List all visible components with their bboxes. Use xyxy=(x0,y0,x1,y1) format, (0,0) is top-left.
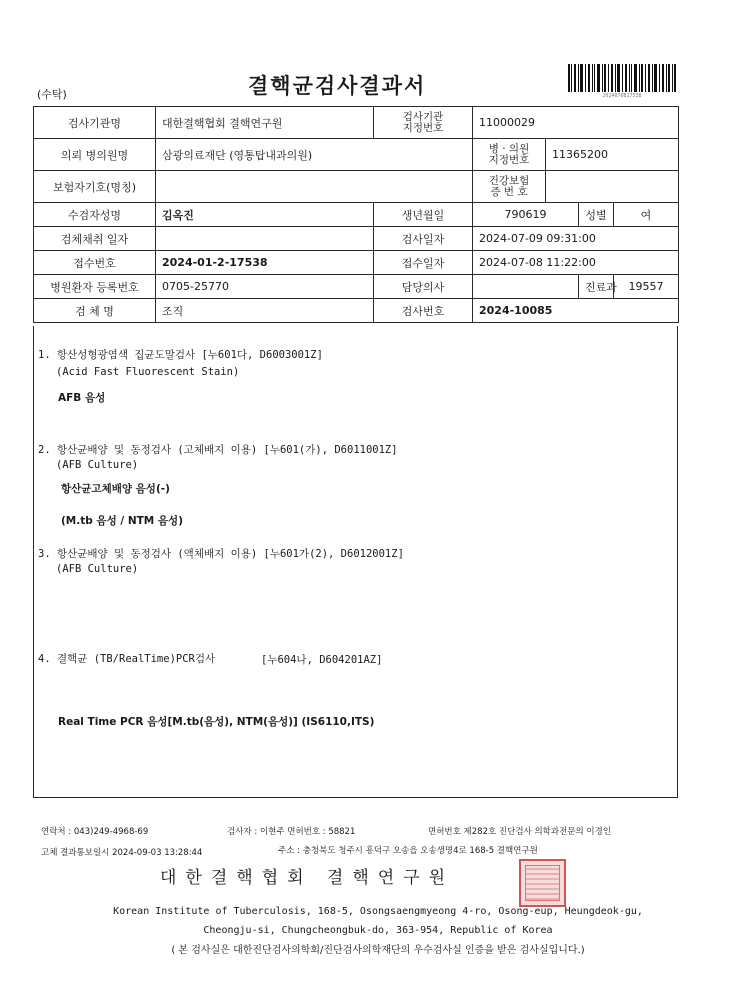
test1-title: 1. 항산성형광염색 집균도말검사 [누601다, D6003001Z] xyxy=(38,349,323,361)
report-time: 고체 결과통보일시 2024-09-03 13:28:44 xyxy=(41,848,203,858)
health-insurance-label xyxy=(473,171,546,203)
test2-result-main: 항산균고체배양 음성(-) xyxy=(61,483,170,495)
clinic-code-label-line1: 병 · 의원 xyxy=(488,142,530,155)
birth-date: 790619 xyxy=(473,203,579,227)
row-receipt xyxy=(34,251,679,275)
row-lab xyxy=(34,107,679,139)
insurer-label: 보험자기호(명칭) xyxy=(34,171,156,203)
test4-title: 4. 결핵균 (TB/RealTime)PCR검사 xyxy=(38,653,216,665)
sex: 여 xyxy=(614,203,679,227)
clinic-code-label-line2: 지정번호 xyxy=(488,153,530,166)
row-insurer xyxy=(34,171,679,203)
receipt-number: 2024-01-2-17538 xyxy=(156,251,374,275)
receipt-number-label: 접수번호 xyxy=(34,251,156,275)
test2-subtitle: (AFB Culture) xyxy=(56,459,139,471)
test-number-label: 검사번호 xyxy=(374,299,473,323)
doctor-label: 담당의사 xyxy=(374,275,473,299)
test2-title: 2. 항산균배양 및 동정검사 (고체배지 이용) [누601(가), D6011001Z] xyxy=(38,444,398,456)
doctor xyxy=(473,275,579,299)
row-specimen xyxy=(34,299,679,323)
test4-result: Real Time PCR 음성[M.tb(음성), NTM(음성)] (IS6110,ITS) xyxy=(58,716,375,728)
test4-code: [누604나, D604201AZ] xyxy=(261,654,383,666)
health-insurance-label-line2: 증 번 호 xyxy=(490,185,528,198)
patient-info-table xyxy=(33,106,679,323)
seal-pattern xyxy=(525,865,560,901)
address: 주소 : 충청북도 청주시 흥덕구 오송읍 오송생명4로 168-5 결핵연구원 xyxy=(278,846,538,856)
organization-name: 대한결핵협회 결핵연구원 xyxy=(160,868,455,888)
health-insurance-number xyxy=(546,171,679,203)
lab-code-label-line2: 지정번호 xyxy=(402,121,444,134)
receipt-date: 2024-07-08 11:22:00 xyxy=(473,251,679,275)
english-address-line2: Cheongju-si, Chungcheongbuk-do, 363-954, Republic of Korea xyxy=(203,925,553,936)
test1-subtitle: (Acid Fast Fluorescent Stain) xyxy=(56,366,240,378)
lab-name-label: 검사기관명 xyxy=(34,107,156,139)
test3-subtitle: (AFB Culture) xyxy=(56,563,139,575)
lab-code-label-line1: 검사기관 xyxy=(402,110,444,123)
clinic-code-label xyxy=(473,139,546,171)
sex-label: 성별 xyxy=(579,203,614,227)
health-insurance-label-line1: 건강보험 xyxy=(488,174,530,187)
collection-date xyxy=(156,227,374,251)
test3-title: 3. 항산균배양 및 동정검사 (액체배지 이용) [누601가(2), D6012001Z] xyxy=(38,548,404,560)
row-chart xyxy=(34,275,679,299)
patient-name-label: 수검자성명 xyxy=(34,203,156,227)
chart-number: 0705-25770 xyxy=(156,275,374,299)
results-box xyxy=(33,326,678,798)
certification-notice: ( 본 검사실은 대한진단검사의학회/진단검사의학재단의 우수검사실 인증을 받은 검사실입니다.) xyxy=(171,945,585,956)
english-address-line1: Korean Institute of Tuberculosis, 168-5, Osongsaengmyeong 4-ro, Osong-eup, Heungdeok-gu, xyxy=(113,906,643,917)
barcode-number: 2024070817538 xyxy=(602,93,642,99)
department: 19557 xyxy=(614,275,679,299)
specialist-info: 면허번호 제282호 진단검사 의학과전문의 이경인 xyxy=(428,827,612,837)
specimen: 조직 xyxy=(156,299,374,323)
test-number: 2024-10085 xyxy=(473,299,679,323)
row-requester xyxy=(34,139,679,171)
test1-result: AFB 음성 xyxy=(58,392,106,404)
document-title: 결핵균검사결과서 xyxy=(248,74,427,98)
barcode xyxy=(568,64,676,92)
chart-number-label: 병원환자 등록번호 xyxy=(34,275,156,299)
consignment-label: (수탁) xyxy=(37,88,67,101)
inspector-info: 검사자 : 이현주 면허번호 : 58821 xyxy=(227,827,356,837)
birth-date-label: 생년월일 xyxy=(374,203,473,227)
insurer xyxy=(156,171,473,203)
department-label: 진료과 xyxy=(579,275,614,299)
lab-code-label xyxy=(374,107,473,139)
test-date: 2024-07-09 09:31:00 xyxy=(473,227,679,251)
patient-name: 김옥진 xyxy=(156,203,374,227)
requester-label: 의뢰 병의원명 xyxy=(34,139,156,171)
test2-result-detail: (M.tb 음성 / NTM 음성) xyxy=(61,515,183,527)
requester: 삼광의료재단 (영통탑내과의원) xyxy=(156,139,473,171)
test-date-label: 검사일자 xyxy=(374,227,473,251)
lab-code: 11000029 xyxy=(473,107,679,139)
row-collection xyxy=(34,227,679,251)
contact-number: 연락처 : 043)249-4968-69 xyxy=(41,827,149,837)
receipt-date-label: 접수일자 xyxy=(374,251,473,275)
row-patient xyxy=(34,203,679,227)
collection-date-label: 검체채취 일자 xyxy=(34,227,156,251)
official-seal xyxy=(519,859,566,907)
specimen-label: 검 체 명 xyxy=(34,299,156,323)
lab-name: 대한결핵협회 결핵연구원 xyxy=(156,107,374,139)
clinic-code: 11365200 xyxy=(546,139,679,171)
